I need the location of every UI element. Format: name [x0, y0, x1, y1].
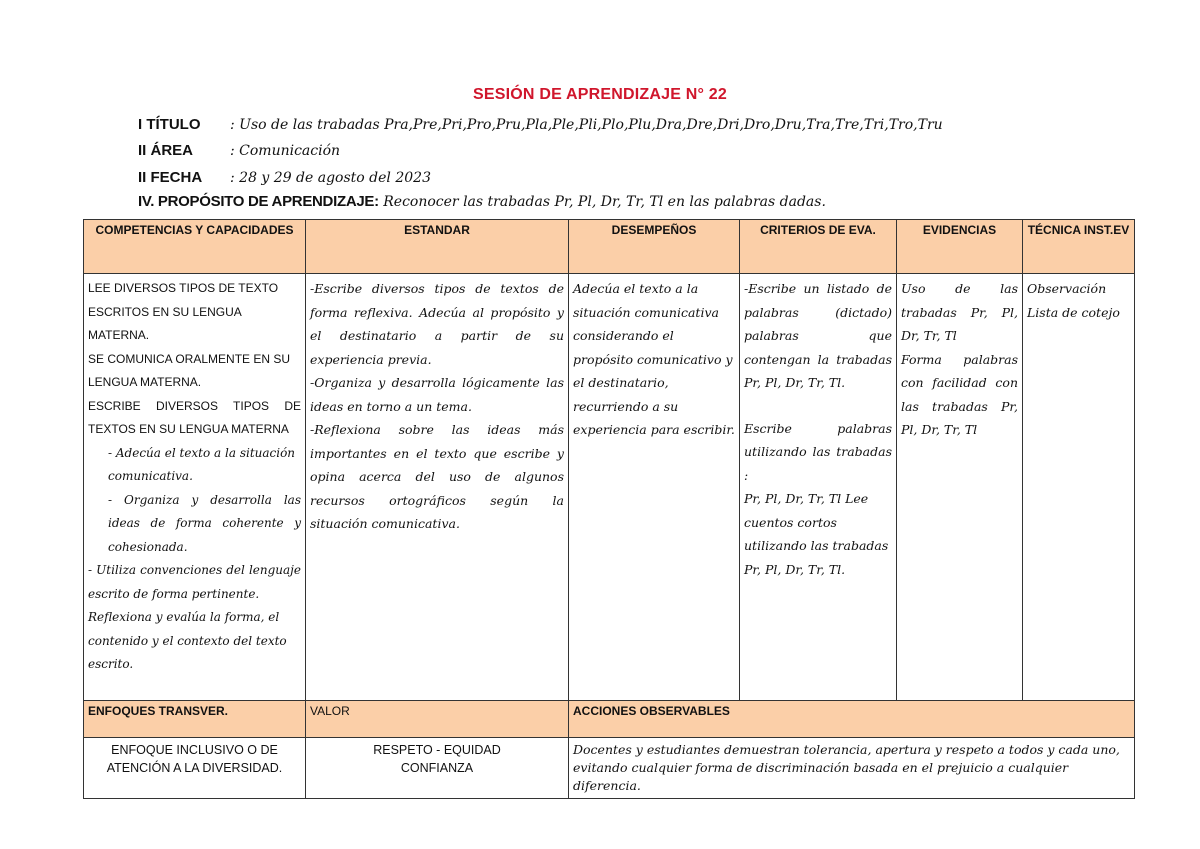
valor-item: CONFIANZA — [400, 761, 474, 775]
header-valor: VALOR — [306, 701, 569, 738]
cell-estandar — [306, 274, 569, 701]
capacidad-item: - Adecúa el texto a la situación comunicativa. — [108, 445, 296, 483]
cell-enfoque: ENFOQUE INCLUSIVO O DE ATENCIÓN A LA DIVERSIDAD. — [84, 738, 306, 799]
estandar-item: -Organiza y desarrolla lógicamente las ideas en torno a un tema. — [310, 375, 564, 414]
header-desempenos: DESEMPEÑOS — [569, 220, 740, 274]
info-proposito — [138, 193, 826, 210]
fecha-value: : 28 y 29 de agosto del 2023 — [230, 170, 431, 186]
session-title: SESIÓN DE APRENDIZAJE N° 22 — [473, 86, 727, 103]
capacidad-item: - Utiliza convenciones del lenguaje escrito de forma pertinente. — [88, 563, 301, 601]
titulo-value: : Uso de las trabadas Pra,Pre,Pri,Pro,Pru,Pla,Ple,Pli,Plo,Plu,Dra,Dre,Dri,Dro,Dru,Tra,Tre,Tri,Tro,Tru — [230, 117, 943, 133]
cell-competencias — [84, 274, 306, 701]
table-body-row — [84, 274, 1135, 701]
header-criterios: CRITERIOS DE EVA. — [740, 220, 897, 274]
capacidad-item: - Organiza y desarrolla las ideas de forma coherente y cohesionada. — [108, 492, 301, 554]
area-value: : Comunicación — [230, 143, 341, 159]
proposito-label: IV. PROPÓSITO DE APRENDIZAJE: — [138, 193, 379, 210]
proposito-value: Reconocer las trabadas Pr, Pl, Dr, Tr, Tl en las palabras dadas. — [378, 194, 826, 210]
table-header-row-2 — [84, 701, 1135, 738]
cell-criterios — [740, 274, 897, 701]
header-acciones: ACCIONES OBSERVABLES — [569, 701, 1135, 738]
cell-evidencias — [897, 274, 1023, 701]
cell-desempenos — [569, 274, 740, 701]
tecnica-item: Observación — [1027, 281, 1107, 296]
evidencia-item: Forma palabras con facilidad con las trabadas Pr, Pl, Dr, Tr, Tl — [901, 351, 1018, 437]
desempeno-text: Adecúa el texto a la situación comunicativa considerando el propósito comunicativo y el destinatario, recurriendo a su experiencia para escribir. — [573, 281, 735, 437]
info-titulo — [138, 116, 943, 133]
cell-tecnica — [1023, 274, 1135, 701]
competencia-item: LEE DIVERSOS TIPOS DE TEXTO ESCRITOS EN SU LENGUA MATERNA. — [88, 281, 279, 342]
tecnica-item: Lista de cotejo — [1027, 304, 1120, 320]
valor-item: RESPETO - EQUIDAD — [373, 743, 501, 757]
session-table — [83, 219, 1135, 799]
titulo-label: I TÍTULO — [138, 116, 201, 133]
info-area — [138, 142, 340, 159]
competencia-item: SE COMUNICA ORALMENTE EN SU LENGUA MATERNA. — [88, 351, 291, 389]
fecha-label: II FECHA — [138, 169, 203, 186]
header-enfoques: ENFOQUES TRANSVER. — [84, 701, 306, 738]
competencia-item: ESCRIBE DIVERSOS TIPOS DE TEXTOS EN SU LENGUA MATERNA — [88, 398, 301, 436]
evidencia-item: Uso de las trabadas Pr, Pl, Dr, Tr, Tl — [901, 281, 1018, 343]
criterio-item: Escribe palabras utilizando las trabadas : — [744, 420, 892, 483]
area-label: II ÁREA — [138, 142, 194, 159]
criterio-item: Pr, Pl, Dr, Tr, Tl Lee cuentos cortos utilizando las trabadas Pr, Pl, Dr, Tr, Tl. — [744, 491, 889, 577]
cell-acciones: Docentes y estudiantes demuestran tolerancia, apertura y respeto a todos y cada uno, evitando cualquier forma de discriminación basada en el prejuicio a cualquier diferencia. — [569, 738, 1135, 799]
table-enfoque-row — [84, 738, 1135, 799]
capacidad-item: Reflexiona y evalúa la forma, el contenido y el contexto del texto escrito. — [88, 610, 287, 671]
estandar-item: -Reflexiona sobre las ideas más importantes en el texto que escribe y opina acerca del uso de algunos recursos ortográficos según la situación comunicativa. — [310, 422, 564, 531]
cell-valor — [306, 738, 569, 799]
header-tecnica: TÉCNICA INST.EV — [1023, 220, 1135, 274]
header-evidencias: EVIDENCIAS — [897, 220, 1023, 274]
info-fecha — [138, 169, 431, 186]
estandar-item: -Escribe diversos tipos de textos de forma reflexiva. Adecúa al propósito y el destinatario a partir de su experiencia previa. — [310, 281, 564, 367]
table-header-row — [84, 220, 1135, 274]
header-competencias: COMPETENCIAS Y CAPACIDADES — [84, 220, 306, 274]
header-estandar: ESTANDAR — [306, 220, 569, 274]
criterio-item: -Escribe un listado de palabras (dictado) palabras que contengan la trabadas Pr, Pl, Dr, Tr, Tl. — [744, 281, 892, 390]
